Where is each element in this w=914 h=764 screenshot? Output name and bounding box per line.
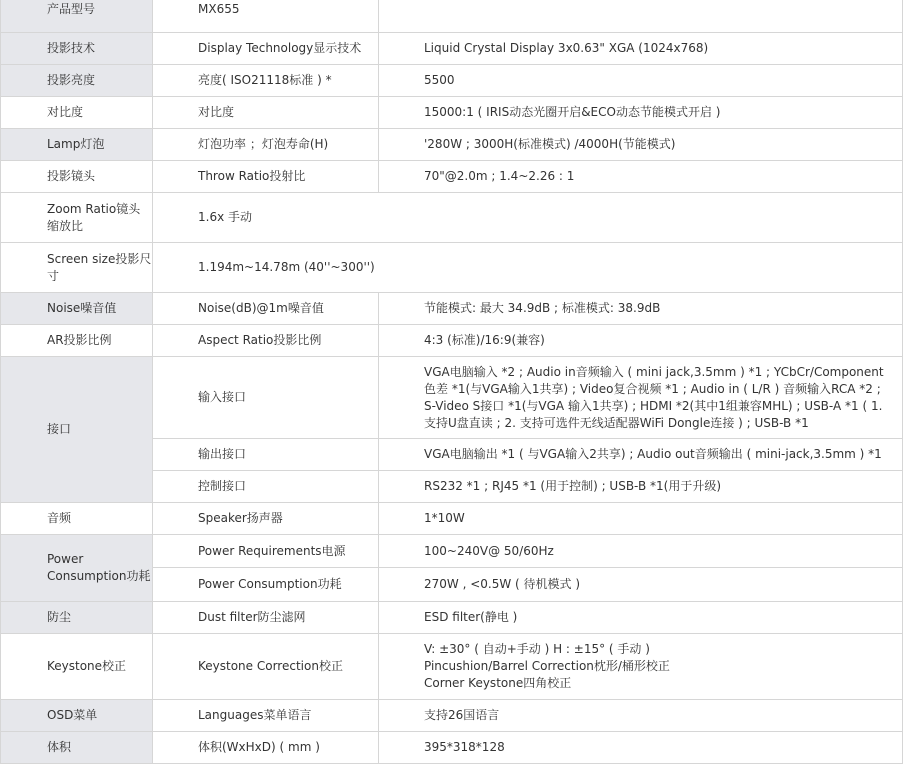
spec-category: 投影镜头 <box>1 161 153 193</box>
spec-category: Screen size投影尺寸 <box>1 243 153 293</box>
spec-category: 音频 <box>1 503 153 535</box>
table-row <box>1 634 903 700</box>
spec-value: '280W ; 3000H(标准模式) /4000H(节能模式) <box>379 129 903 161</box>
spec-value: 4:3 (标准)/16:9(兼容) <box>379 325 903 357</box>
spec-value <box>379 634 903 700</box>
spec-value: RS232 *1 ; RJ45 *1 (用于控制) ; USB-B *1(用于升级) <box>379 471 903 503</box>
table-row <box>1 97 903 129</box>
table-row <box>1 535 903 568</box>
spec-label: 亮度( ISO21118标准 ) * <box>153 65 379 97</box>
spec-value: 270W , <0.5W ( 待机模式 ) <box>379 568 903 602</box>
spec-value: 支持26国语言 <box>379 700 903 732</box>
spec-label: 体积(WxHxD) ( mm ) <box>153 732 379 764</box>
spec-value: 70"@2.0m ; 1.4~2.26 : 1 <box>379 161 903 193</box>
spec-label: Keystone Correction校正 <box>153 634 379 700</box>
table-row <box>1 33 903 65</box>
table-row <box>1 700 903 732</box>
spec-value: 5500 <box>379 65 903 97</box>
spec-category: 对比度 <box>1 97 153 129</box>
table-row <box>1 325 903 357</box>
spec-value: 15000:1 ( IRIS动态光圈开启&ECO动态节能模式开启 ) <box>379 97 903 129</box>
spec-value: 395*318*128 <box>379 732 903 764</box>
spec-value: 1.194m~14.78m (40''~300'') <box>153 243 903 293</box>
spec-category: 防尘 <box>1 602 153 634</box>
table-row <box>1 129 903 161</box>
spec-value: ESD filter(静电 ) <box>379 602 903 634</box>
spec-label: 控制接口 <box>153 471 379 503</box>
spec-value: 1*10W <box>379 503 903 535</box>
spec-label: Power Requirements电源 <box>153 535 379 568</box>
spec-label: MX655 <box>153 0 379 33</box>
spec-category: Lamp灯泡 <box>1 129 153 161</box>
spec-category: Zoom Ratio镜头缩放比 <box>1 193 153 243</box>
spec-value: VGA电脑输出 *1 ( 与VGA输入2共享) ; Audio out音频输出 ( mini-jack,3.5mm ) *1 <box>379 439 903 471</box>
spec-value: VGA电脑输入 *2 ; Audio in音频输入 ( mini jack,3.5mm ) *1 ; YCbCr/Component色差 *1(与VGA输入1共享) ; Video复合视频 *1 ; Audio in ( L/R ) 音频输入RCA *2 ; S-Video S接口 *1(与VGA 输入1共享) ; HDMI *2(其中1组兼容MHL) ; USB-A *1 ( 1. 支持U盘直读 ; 2. 支持可选件无线适配器WiFi Dongle连接 ) ; USB-B *1 <box>379 357 903 439</box>
spec-value <box>379 0 903 33</box>
spec-category: Keystone校正 <box>1 634 153 700</box>
spec-category: 投影技术 <box>1 33 153 65</box>
spec-label: 输入接口 <box>153 357 379 439</box>
spec-label: Speaker扬声器 <box>153 503 379 535</box>
spec-category: Noise噪音值 <box>1 293 153 325</box>
table-row <box>1 357 903 439</box>
spec-label: Languages菜单语言 <box>153 700 379 732</box>
spec-label: 对比度 <box>153 97 379 129</box>
table-row <box>1 0 903 33</box>
spec-category: 体积 <box>1 732 153 764</box>
spec-category: 投影亮度 <box>1 65 153 97</box>
spec-label: Power Consumption功耗 <box>153 568 379 602</box>
spec-label: 灯泡功率 ；灯泡寿命(H) <box>153 129 379 161</box>
spec-value: Liquid Crystal Display 3x0.63" XGA (1024x768) <box>379 33 903 65</box>
spec-label: Dust filter防尘滤网 <box>153 602 379 634</box>
spec-label: Throw Ratio投射比 <box>153 161 379 193</box>
spec-category: 产品型号 <box>1 0 153 33</box>
spec-label: Aspect Ratio投影比例 <box>153 325 379 357</box>
spec-label: Noise(dB)@1m噪音值 <box>153 293 379 325</box>
spec-category: Power Consumption功耗 <box>1 535 153 602</box>
table-row <box>1 293 903 325</box>
spec-category: AR投影比例 <box>1 325 153 357</box>
spec-category: 接口 <box>1 357 153 503</box>
table-row <box>1 65 903 97</box>
table-row <box>1 503 903 535</box>
spec-label: Display Technology显示技术 <box>153 33 379 65</box>
spec-value: 1.6x 手动 <box>153 193 903 243</box>
spec-value: 100~240V@ 50/60Hz <box>379 535 903 568</box>
spec-category: OSD菜单 <box>1 700 153 732</box>
spec-value-line: V: ±30° ( 自动+手动 ) H : ±15° ( 手动 ) <box>424 642 650 656</box>
spec-value-line: Corner Keystone四角校正 <box>424 676 572 690</box>
table-row <box>1 193 903 243</box>
table-row <box>1 243 903 293</box>
table-row <box>1 161 903 193</box>
spec-value-line: Pincushion/Barrel Correction枕形/桶形校正 <box>424 659 670 673</box>
spec-label: 输出接口 <box>153 439 379 471</box>
table-row <box>1 732 903 764</box>
table-row <box>1 602 903 634</box>
spec-value: 节能模式: 最大 34.9dB ; 标准模式: 38.9dB <box>379 293 903 325</box>
